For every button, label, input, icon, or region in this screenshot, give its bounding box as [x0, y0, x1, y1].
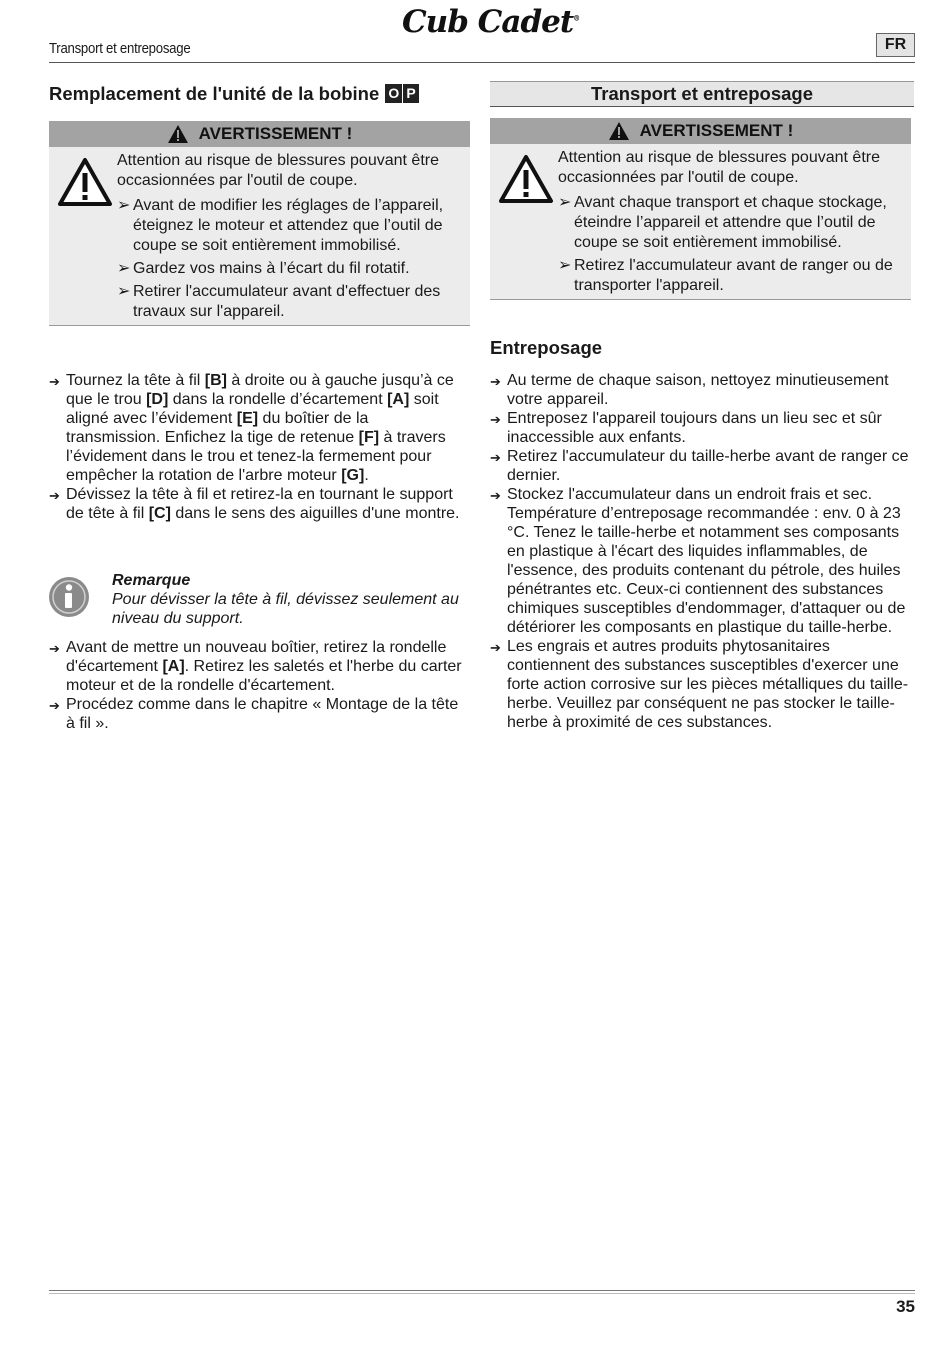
note-text: Pour dévisser la tête à fil, dévissez seulement au niveau du support.: [112, 591, 459, 627]
section-heading: Remplacement de l'unité de la bobine O P: [49, 83, 419, 105]
step-item: ➔ Dévissez la tête à fil et retirez-la en tournant le support de tête à fil [C] dans le sens des aiguilles d'une montre.: [49, 486, 460, 522]
warning-header: [490, 118, 911, 144]
header-divider: [49, 62, 915, 63]
info-icon: [48, 576, 90, 618]
warning-box-left: [49, 121, 470, 326]
arrow-icon: ➔: [49, 488, 60, 503]
instructions-part2: [49, 638, 466, 733]
arrow-icon: ➔: [49, 698, 60, 713]
page-number: 35: [896, 1297, 915, 1316]
step-item: ➔ Procédez comme dans le chapitre « Montage de la tête à fil ».: [49, 696, 459, 732]
warning-triangle-icon: [167, 124, 189, 144]
warning-title: AVERTISSEMENT !: [639, 121, 794, 140]
subsection-heading: Entreposage: [490, 337, 603, 358]
step-item: ➔ Tournez la tête à fil [B] à droite ou à gauche jusqu’à ce que le trou [D] dans la rondelle d’écartement [A] soit aligné avec l’évidement [E] du boîtier de la transmission. Enfichez la tige de retenue [F] à travers l’évidement dans le trou et tenez-la fermement pour empêcher la rotation de l'arbre moteur [G].: [49, 372, 454, 484]
arrow-icon: ➔: [490, 412, 501, 427]
warning-intro: Attention au risque de blessures pouvant être occasionnées par l'outil de coupe.: [117, 152, 439, 189]
storage-instructions: [490, 371, 916, 732]
warning-box-right: [490, 118, 911, 300]
warning-bullet: ➢ Retirez l'accumulateur avant de ranger ou de transporter l'appareil.: [558, 257, 893, 294]
step-item: ➔ Entreposez l'appareil toujours dans un lieu sec et sûr inaccessible aux enfants.: [490, 410, 882, 446]
note-title: Remarque: [112, 572, 191, 589]
step-item: ➔ Au terme de chaque saison, nettoyez minutieusement votre appareil.: [490, 372, 889, 408]
step-item: ➔ Retirez l'accumulateur du taille-herbe avant de ranger ce dernier.: [490, 448, 909, 484]
step-item: ➔ Avant de mettre un nouveau boîtier, retirez la rondelle d'écartement [A]. Retirez les saletés et l'herbe du carter moteur et de la rondelle d'écartement.: [49, 639, 462, 694]
warning-bullet: ➢ Retirer l'accumulateur avant d'effectuer des travaux sur l'appareil.: [117, 283, 441, 320]
model-badge-p: P: [403, 84, 418, 103]
warning-large-icon: [498, 154, 554, 204]
arrow-icon: ➔: [49, 374, 60, 389]
warning-bullet: ➢ Avant chaque transport et chaque stockage, éteindre l’appareil et attendre que l’outil de coupe se soit entièrement immobilisé.: [558, 194, 887, 251]
warning-large-icon: [57, 157, 113, 207]
section-title-bar: Transport et entreposage: [490, 81, 914, 107]
warning-header: [49, 121, 470, 147]
instructions-part1: [49, 371, 466, 523]
arrow-icon: ➔: [490, 640, 501, 655]
arrow-icon: ➔: [490, 450, 501, 465]
footer-divider-secondary: [49, 1293, 915, 1294]
note-block: [112, 571, 462, 628]
footer-divider: [49, 1290, 915, 1291]
warning-triangle-icon: [608, 121, 630, 141]
model-badge-o: O: [385, 84, 402, 103]
step-item: ➔ Stockez l'accumulateur dans un endroit frais et sec. Température d’entreposage recommandée : env. 0 à 23 °C. Tenez le taille-herbe et notamment ses composants en plastique à l'écart des liquides inflammables, de l'essence, des produits contenant du pétrole, des huiles pénétrantes etc. Ceux-ci contiennent des substances chimiques susceptibles d'endommager, d'attaquer ou de détériorer les composants en plastique du taille-herbe.: [490, 486, 906, 636]
arrow-icon: ➔: [49, 641, 60, 656]
arrow-icon: ➔: [490, 374, 501, 389]
warning-title: AVERTISSEMENT !: [198, 124, 353, 143]
brand-logo: Cub Cadet®: [402, 4, 580, 40]
step-item: ➔ Les engrais et autres produits phytosanitaires contiennent des substances susceptibles d'exercer une forte action corrosive sur les pièces métalliques du taille-herbe. Veuillez par conséquent ne pas stocker le taille-herbe à proximité de ces substances.: [490, 638, 909, 731]
warning-intro: Attention au risque de blessures pouvant être occasionnées par l'outil de coupe.: [558, 149, 880, 186]
warning-bullet: ➢ Gardez vos mains à l’écart du fil rotatif.: [117, 260, 410, 277]
language-badge: FR: [876, 33, 915, 57]
arrow-icon: ➔: [490, 488, 501, 503]
running-header: Transport et entreposage: [49, 40, 191, 57]
warning-bullet: ➢ Avant de modifier les réglages de l’appareil, éteignez le moteur et attendez que l’outil de coupe se soit entièrement immobilisé.: [117, 197, 444, 254]
